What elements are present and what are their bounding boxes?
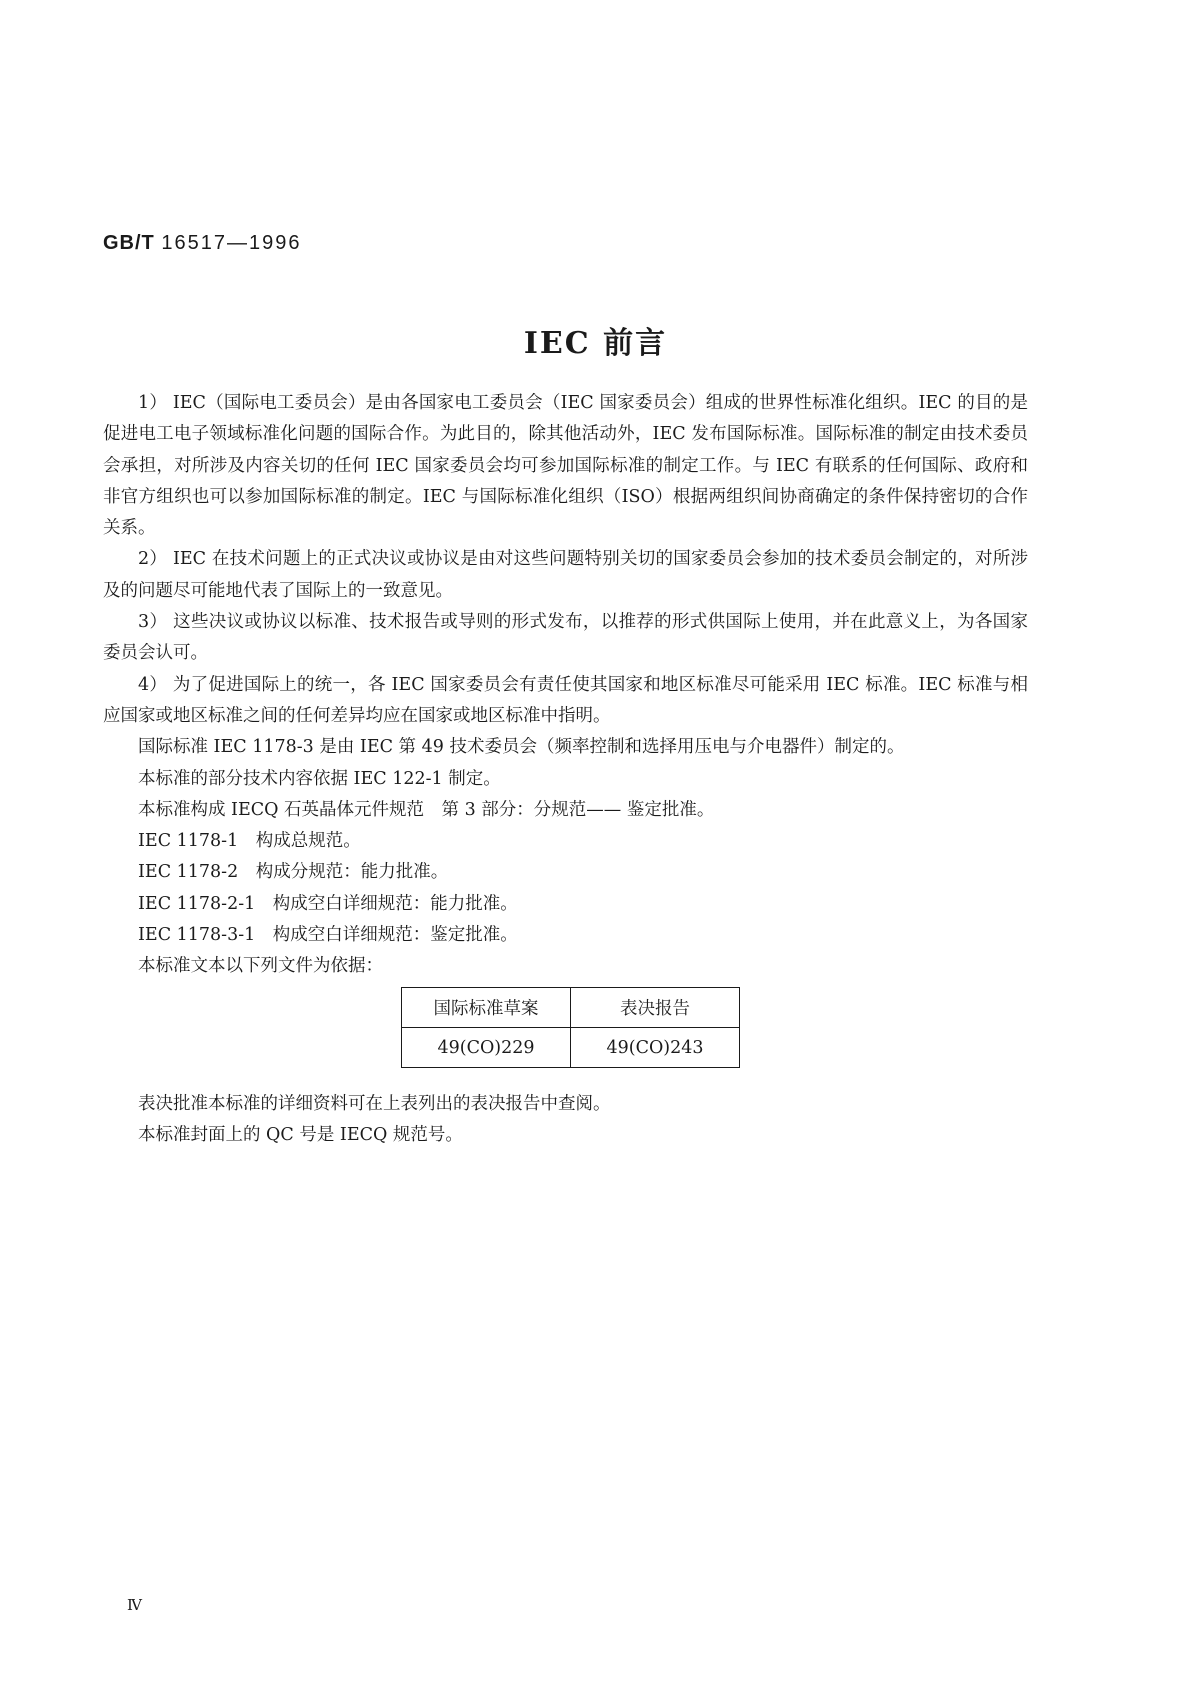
table-row [402, 1028, 740, 1068]
table-cell: 49(CO)229 [402, 1028, 571, 1068]
paragraph-2: 2） IEC 在技术问题上的正式决议或协议是由对这些问题特别关切的国家委员会参加的技术委员会制定的，对所涉及的问题尽可能地代表了国际上的一致意见。 [103, 549, 1028, 601]
paragraph-3: 3） 这些决议或协议以标准、技术报告或导则的形式发布，以推荐的形式供国际上使用，并在此意义上，为各国家委员会认可。 [103, 612, 1028, 664]
paragraph-9: IEC 1178-2 构成分规范：能力批准。 [138, 862, 449, 883]
closing-paragraph-1: 表决批准本标准的详细资料可在上表列出的表决报告中查阅。 [138, 1094, 611, 1114]
table-header-cell: 表决报告 [571, 988, 740, 1028]
standard-number: 16517—1996 [161, 232, 302, 254]
page-number: Ⅳ [127, 1596, 142, 1614]
standard-prefix: GB/T [103, 232, 155, 254]
paragraph-6: 本标准的部分技术内容依据 IEC 122-1 制定。 [138, 768, 501, 789]
paragraph-10: IEC 1178-2-1 构成空白详细规范：能力批准。 [138, 893, 518, 914]
table-header-row [402, 988, 740, 1028]
foreword-body [103, 388, 1028, 983]
paragraph-8: IEC 1178-1 构成总规范。 [138, 831, 361, 852]
paragraph-5: 国际标准 IEC 1178-3 是由 IEC 第 49 技术委员会（频率控制和选择用压电与介电器件）制定的。 [138, 737, 905, 758]
foreword-closing [103, 1089, 1028, 1152]
basis-documents-table [401, 987, 740, 1068]
paragraph-7: 本标准构成 IECQ 石英晶体元件规范 第 3 部分：分规范—— 鉴定批准。 [138, 799, 715, 820]
table-cell: 49(CO)243 [571, 1028, 740, 1068]
standard-code [103, 232, 301, 255]
table-header-cell: 国际标准草案 [402, 988, 571, 1028]
paragraph-12: 本标准文本以下列文件为依据： [138, 956, 383, 977]
closing-paragraph-2: 本标准封面上的 QC 号是 IECQ 规范号。 [138, 1125, 463, 1146]
paragraph-4: 4） 为了促进国际上的统一，各 IEC 国家委员会有责任使其国家和地区标准尽可能采用 IEC 标准。IEC 标准与相应国家或地区标准之间的任何差异均应在国家或地区标准中指明。 [103, 674, 1028, 726]
paragraph-1: 1） IEC（国际电工委员会）是由各国家电工委员会（IEC 国家委员会）组成的世界性标准化组织。IEC 的目的是促进电工电子领域标准化问题的国际合作。为此目的，除其他活动外，IEC 发布国际标准。国际标准的制定由技术委员会承担，对所涉及内容关切的任何 IEC 国家委员会均可参加国际标准的制定工作。与 IEC 有联系的任何国际、政府和非官方组织也可以参加国际标准的制定。IEC 与国际标准化组织（ISO）根据两组织间协商确定的条件保持密切的合作关系。 [103, 393, 1028, 539]
page-title: IEC 前言 [523, 326, 668, 361]
paragraph-11: IEC 1178-3-1 构成空白详细规范：鉴定批准。 [138, 925, 518, 946]
